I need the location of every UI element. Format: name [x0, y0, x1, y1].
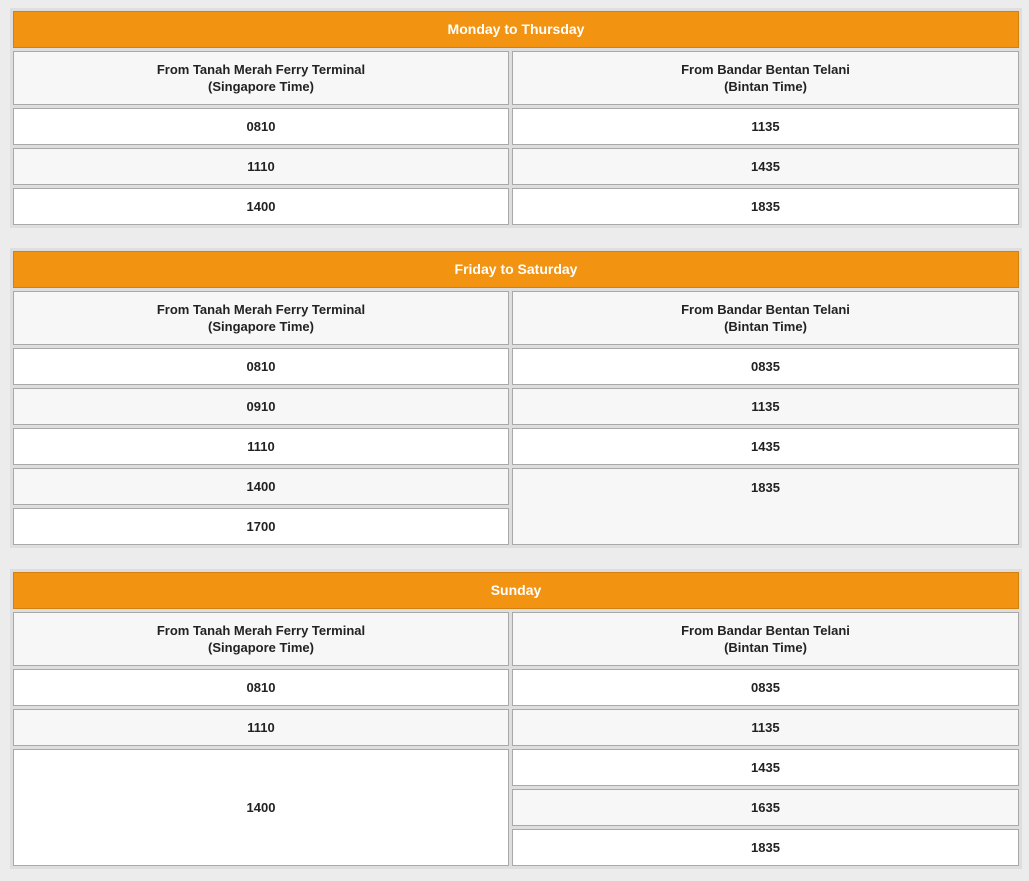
departure-time-singapore: 1400	[13, 188, 509, 225]
departure-time-singapore: 1110	[13, 709, 509, 746]
column-header-line: (Singapore Time)	[208, 319, 314, 334]
departure-time-bintan: 0835	[512, 348, 1019, 385]
table-row	[13, 709, 1019, 746]
departure-time-bintan: 1835	[512, 468, 1019, 545]
departure-time-singapore: 1110	[13, 148, 509, 185]
departure-time-singapore: 1700	[13, 508, 509, 545]
table-title: Sunday	[13, 572, 1019, 609]
table-row	[13, 749, 1019, 786]
schedule-table-fri-sat	[10, 248, 1022, 548]
departure-time-bintan: 0835	[512, 669, 1019, 706]
column-header-line: From Tanah Merah Ferry Terminal	[156, 62, 366, 77]
column-header-singapore	[13, 51, 509, 105]
column-header-line: From Bandar Bentan Telani	[681, 62, 850, 77]
table-title: Friday to Saturday	[13, 251, 1019, 288]
column-header-line: From Tanah Merah Ferry Terminal	[156, 302, 366, 317]
departure-time-bintan: 1835	[512, 188, 1019, 225]
column-header-line: From Bandar Bentan Telani	[681, 302, 850, 317]
column-header-line: (Singapore Time)	[208, 79, 314, 94]
table-row	[13, 188, 1019, 225]
departure-time-bintan: 1435	[512, 749, 1019, 786]
departure-time-singapore: 1400	[13, 468, 509, 505]
departure-time-singapore: 1400	[13, 749, 509, 866]
departure-time-bintan: 1135	[512, 108, 1019, 145]
table-row	[13, 468, 1019, 505]
departure-time-bintan: 1635	[512, 789, 1019, 826]
table-row	[13, 148, 1019, 185]
table-title: Monday to Thursday	[13, 11, 1019, 48]
departure-time-singapore: 0810	[13, 348, 509, 385]
column-header-singapore	[13, 612, 509, 666]
departure-time-bintan: 1435	[512, 428, 1019, 465]
departure-time-bintan: 1135	[512, 709, 1019, 746]
column-header-bintan	[512, 612, 1019, 666]
column-header-bintan	[512, 51, 1019, 105]
departure-time-singapore: 0910	[13, 388, 509, 425]
departure-time-singapore: 1110	[13, 428, 509, 465]
table-row	[13, 428, 1019, 465]
column-header-singapore	[13, 291, 509, 345]
schedule-table-mon-thu	[10, 8, 1022, 228]
departure-time-bintan: 1135	[512, 388, 1019, 425]
departure-time-bintan: 1435	[512, 148, 1019, 185]
table-row	[13, 669, 1019, 706]
column-header-line: From Tanah Merah Ferry Terminal	[156, 623, 366, 638]
column-header-line: (Singapore Time)	[208, 640, 314, 655]
departure-time-singapore: 0810	[13, 108, 509, 145]
column-header-line: (Bintan Time)	[724, 319, 807, 334]
column-header-line: From Bandar Bentan Telani	[681, 623, 850, 638]
table-row	[13, 348, 1019, 385]
departure-time-singapore: 0810	[13, 669, 509, 706]
column-header-line: (Bintan Time)	[724, 640, 807, 655]
column-header-line: (Bintan Time)	[724, 79, 807, 94]
column-header-bintan	[512, 291, 1019, 345]
schedule-table-sunday	[10, 569, 1022, 869]
table-row	[13, 388, 1019, 425]
table-row	[13, 108, 1019, 145]
departure-time-bintan: 1835	[512, 829, 1019, 866]
